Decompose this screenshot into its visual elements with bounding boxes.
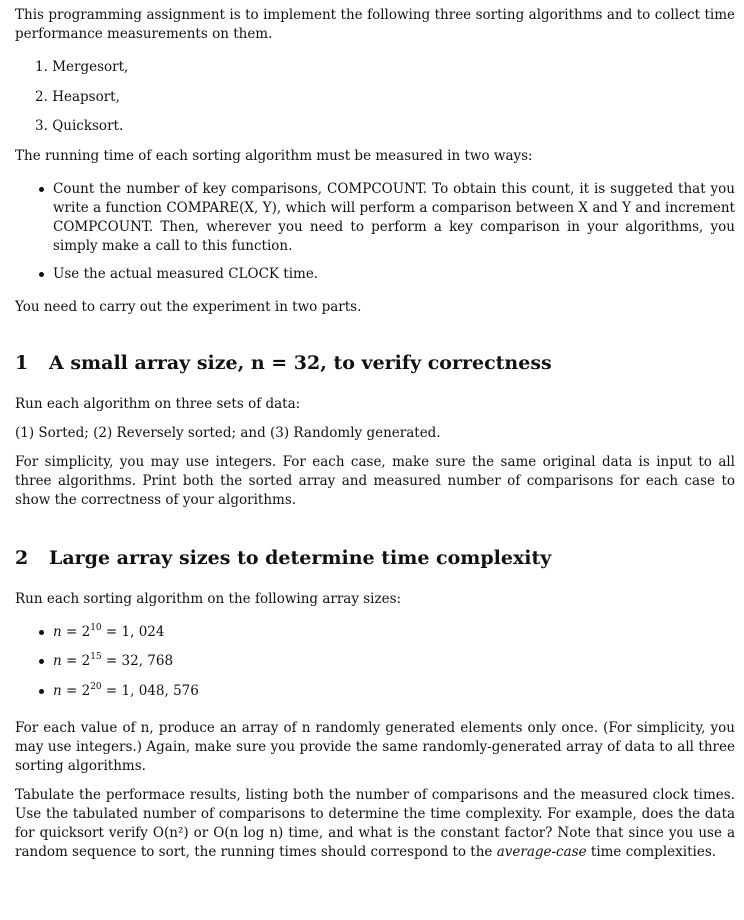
section-1-paragraph-3: For simplicity, you may use integers. For each case, make sure the same original data is input to all three algorithms. Print both the sorted array and measured number of comparisons for each case to show the correctness of your algorithms. — [15, 453, 735, 508]
list-number: 2. — [35, 88, 48, 105]
paragraph-text: Tabulate the performace results, listing both the number of comparisons and the measured clock times. Use the tabulated number of comparisons to determine the time complexity. For example, does the data for quicksort verify O(n²) or O(n log n) time, and what is the constant factor? Note that since you use a random sequence to sort, the running times should correspond to the — [15, 786, 735, 860]
list-number: 3. — [35, 118, 48, 134]
section-1-paragraph-1: Run each algorithm on three sets of data: — [15, 395, 301, 412]
section-2-paragraph-2: For each value of n, produce an array of n randomly generated elements only once. (For simplicity, you may use integers.) Again, make sure you provide the same randomly-generated array of data to all three sorting algorithms. — [15, 719, 735, 774]
exponent: 10 — [90, 622, 102, 633]
list-number: 1. — [35, 59, 48, 75]
document-page — [15, 0, 735, 862]
list-item — [35, 88, 735, 107]
intro-paragraph: This programming assignment is to implement the following three sorting algorithms and to collect time performance measurements on them. — [15, 7, 735, 42]
algorithm-name: Quicksort. — [52, 118, 124, 134]
two-parts-paragraph: You need to carry out the experiment in two parts. — [15, 298, 362, 315]
algorithm-list — [15, 58, 735, 136]
exponent: 20 — [90, 681, 102, 692]
list-item: $n = 2^{15} = 32$, 768 — [39, 652, 735, 671]
section-2-paragraph-1: Run each sorting algorithm on the following array sizes: — [15, 590, 402, 607]
paragraph-text-end: time complexities. — [590, 843, 717, 860]
list-item — [35, 117, 735, 136]
size-value: 32, 768 — [121, 653, 174, 669]
section-1-heading — [15, 351, 735, 375]
list-item-clock: Use the actual measured CLOCK time. — [39, 265, 735, 284]
size-value: 1, 048, 576 — [121, 682, 199, 699]
algorithm-name: Mergesort, — [52, 59, 129, 75]
emphasis-text: average-case — [496, 843, 587, 860]
list-item — [35, 58, 735, 77]
list-item: $n = 2^{20} = 1$, 048, 576 — [39, 682, 735, 701]
section-title: A small array size, n = 32, to verify correctness — [49, 351, 552, 374]
section-1-paragraph-2: (1) Sorted; (2) Reversely sorted; and (3) Randomly generated. — [15, 424, 441, 441]
section-number: 1 — [15, 351, 29, 374]
exponent: 15 — [90, 652, 102, 662]
section-title: Large array sizes to determine time complexity — [49, 546, 552, 569]
list-item: $n = 2^{10} = 1$, 024 — [39, 623, 735, 642]
section-2-paragraph-3 — [15, 786, 735, 862]
measurement-list — [15, 180, 735, 284]
array-size-list — [15, 623, 735, 701]
measure-intro-paragraph: The running time of each sorting algorithm must be measured in two ways: — [15, 147, 533, 164]
list-item-compcount: Count the number of key comparisons, COMPCOUNT. To obtain this count, it is suggeted that you write a function COMPARE(X, Y), which will perform a comparison between X and Y and increment COMPCOUNT. Then, wherever you need to perform a key comparison in your algorithms, you simply make a call to this function. — [39, 180, 735, 256]
section-number: 2 — [15, 546, 29, 569]
section-2-heading — [15, 546, 735, 570]
algorithm-name: Heapsort, — [52, 88, 120, 105]
size-value: 1, 024 — [121, 623, 165, 640]
